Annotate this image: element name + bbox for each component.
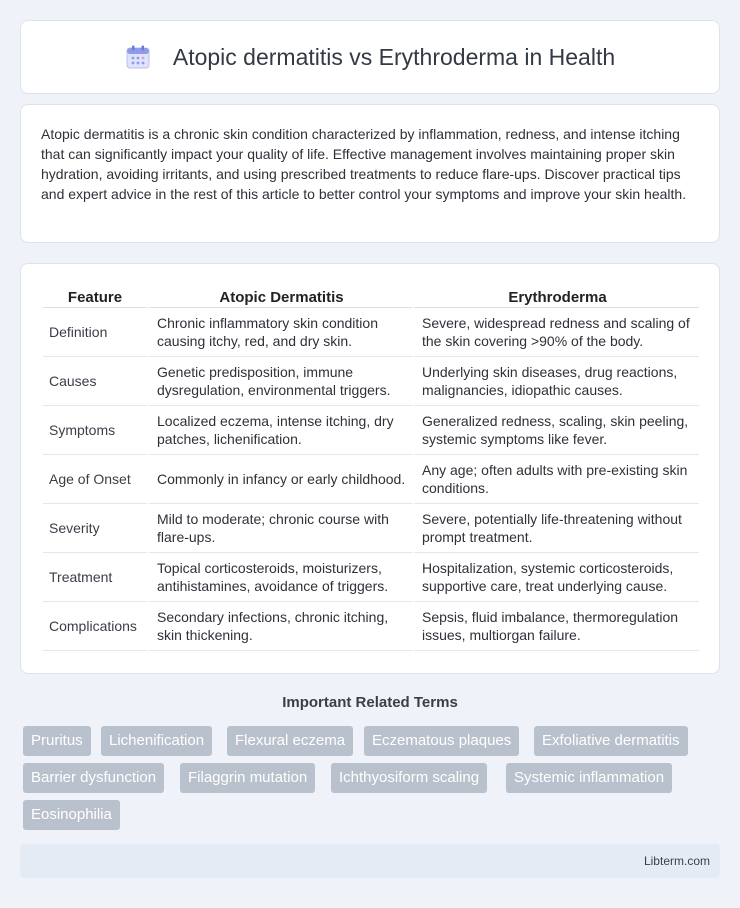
erythroderma-cell: Underlying skin diseases, drug reactions, malignancies, idiopathic causes. <box>412 357 699 406</box>
feature-cell: Treatment <box>43 553 147 602</box>
table-row <box>43 406 699 455</box>
feature-cell: Complications <box>43 602 147 651</box>
atopic-cell: Genetic predisposition, immune dysregulation, environmental triggers. <box>147 357 412 406</box>
tag-systemic-inflammation[interactable]: Systemic inflammation <box>506 763 672 793</box>
erythroderma-cell: Generalized redness, scaling, skin peeling, systemic symptoms like fever. <box>412 406 699 455</box>
related-terms-title: Important Related Terms <box>282 694 458 711</box>
header-erythroderma: Erythroderma <box>412 286 699 308</box>
erythroderma-cell: Severe, potentially life-threatening without prompt treatment. <box>412 504 699 553</box>
tag-eczematous-plaques[interactable]: Eczematous plaques <box>364 726 519 756</box>
table-row <box>43 602 699 651</box>
table-header-row <box>43 286 699 308</box>
atopic-cell: Secondary infections, chronic itching, skin thickening. <box>147 602 412 651</box>
atopic-cell: Topical corticosteroids, moisturizers, antihistamines, avoidance of triggers. <box>147 553 412 602</box>
intro-card <box>20 104 720 243</box>
erythroderma-cell: Any age; often adults with pre-existing skin conditions. <box>412 455 699 504</box>
atopic-cell: Commonly in infancy or early childhood. <box>147 455 412 504</box>
table-row <box>43 504 699 553</box>
comparison-table <box>43 286 699 651</box>
header <box>125 44 615 71</box>
page-title: Atopic dermatitis vs Erythroderma in Health <box>172 43 616 70</box>
comparison-table-card <box>20 263 720 674</box>
header-card <box>20 20 720 94</box>
tag-pruritus[interactable]: Pruritus <box>23 726 91 756</box>
table-row <box>43 357 699 406</box>
table-row <box>43 553 699 602</box>
atopic-cell: Localized eczema, intense itching, dry patches, lichenification. <box>147 406 412 455</box>
intro-text: Atopic dermatitis is a chronic skin condition characterized by inflammation, redness, and intense itching that can significantly impact your quality of life. Effective management involves maintaining proper skin hydration, avoiding irritants, and using prescribed treatments to reduce flare-ups. Discover practical tips and expert advice in the rest of this article to better control your symptoms and improve your skin health. <box>41 126 687 202</box>
table-row <box>43 308 699 357</box>
tag-ichthyosiform-scaling[interactable]: Ichthyosiform scaling <box>331 763 487 793</box>
tag-eosinophilia[interactable]: Eosinophilia <box>23 800 120 830</box>
atopic-cell: Chronic inflammatory skin condition causing itchy, red, and dry skin. <box>147 308 412 357</box>
tag-flexural-eczema[interactable]: Flexural eczema <box>227 726 353 756</box>
tag-lichenification[interactable]: Lichenification <box>101 726 212 756</box>
feature-cell: Severity <box>43 504 147 553</box>
table-row <box>43 455 699 504</box>
feature-cell: Definition <box>43 308 147 357</box>
erythroderma-cell: Hospitalization, systemic corticosteroids, supportive care, treat underlying cause. <box>412 553 699 602</box>
feature-cell: Age of Onset <box>43 455 147 504</box>
header-feature: Feature <box>43 286 147 308</box>
atopic-cell: Mild to moderate; chronic course with flare-ups. <box>147 504 412 553</box>
footer <box>20 844 720 878</box>
feature-cell: Symptoms <box>43 406 147 455</box>
erythroderma-cell: Severe, widespread redness and scaling of the skin covering >90% of the body. <box>412 308 699 357</box>
calendar-icon <box>125 44 151 70</box>
tag-filaggrin-mutation[interactable]: Filaggrin mutation <box>180 763 315 793</box>
tag-exfoliative-dermatitis[interactable]: Exfoliative dermatitis <box>534 726 688 756</box>
erythroderma-cell: Sepsis, fluid imbalance, thermoregulation issues, multiorgan failure. <box>412 602 699 651</box>
footer-site-link[interactable]: Libterm.com <box>643 854 710 868</box>
tag-barrier-dysfunction[interactable]: Barrier dysfunction <box>23 763 164 793</box>
header-atopic-dermatitis: Atopic Dermatitis <box>147 286 412 308</box>
feature-cell: Causes <box>43 357 147 406</box>
